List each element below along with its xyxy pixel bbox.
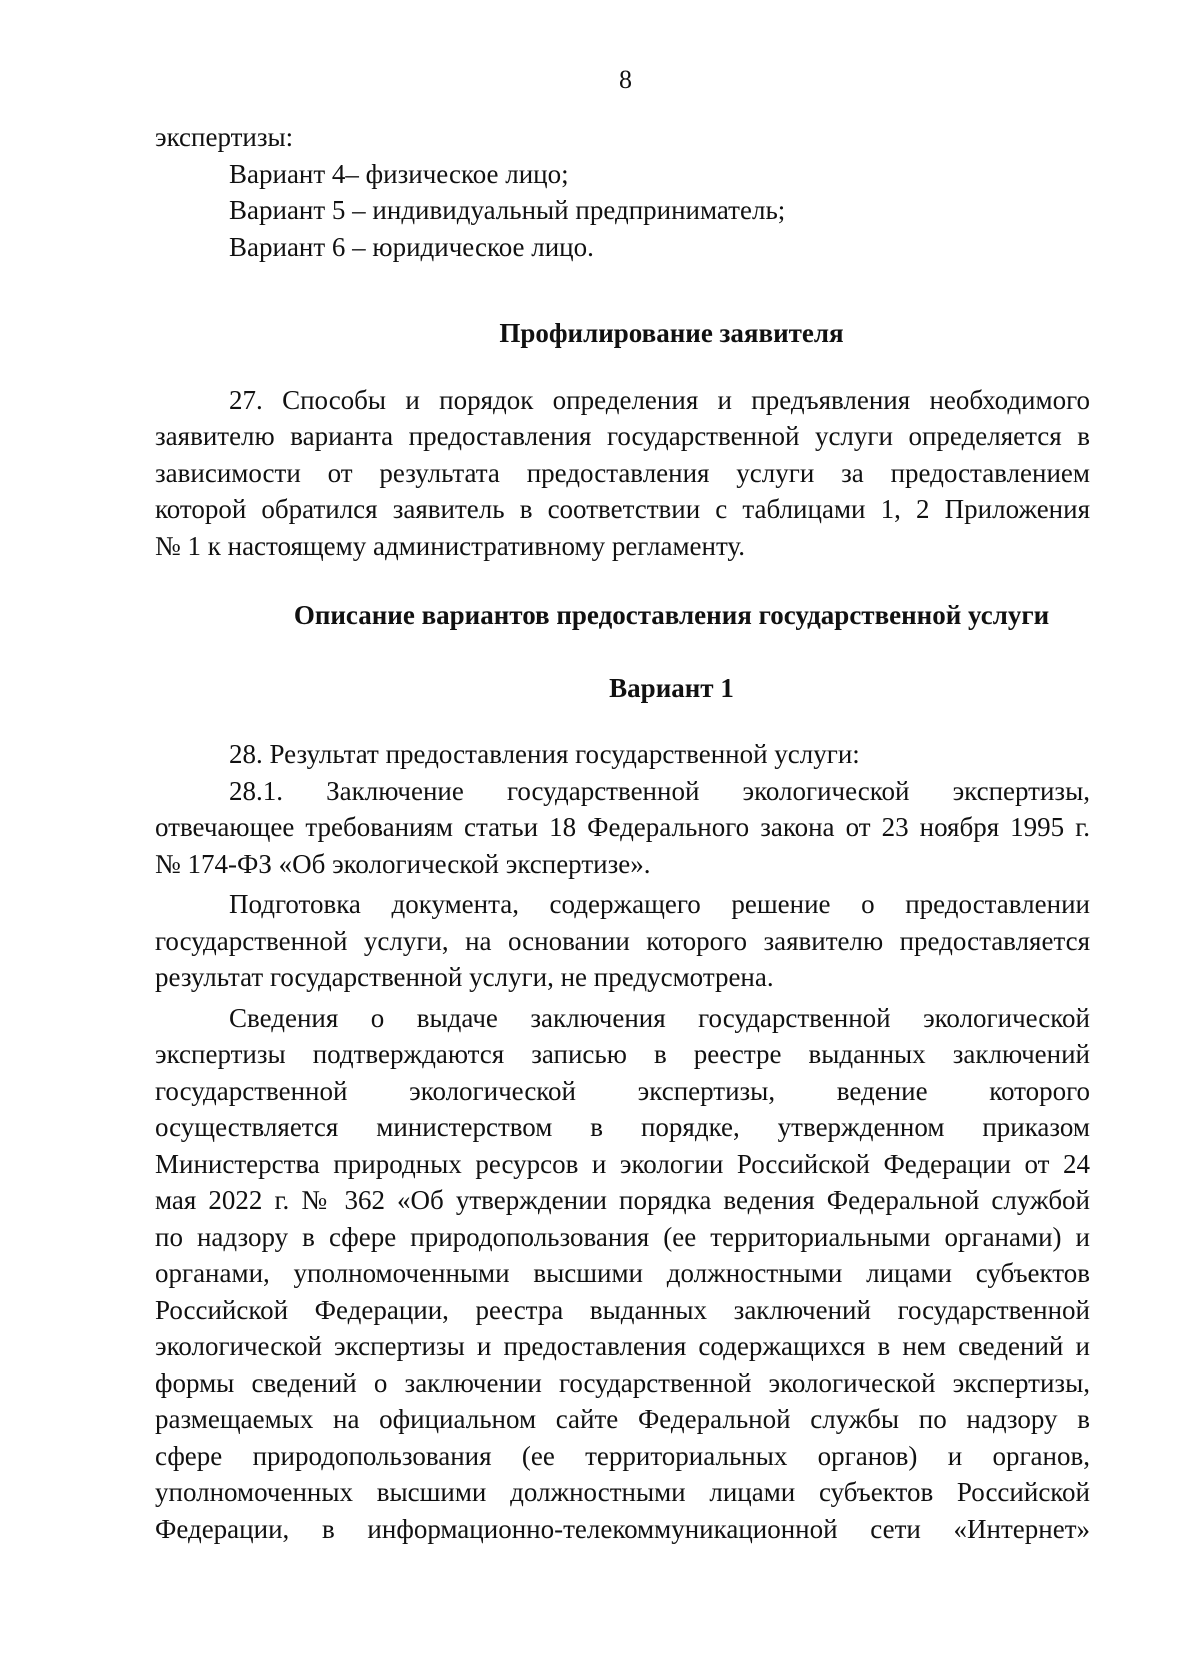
heading-description xyxy=(155,597,1090,634)
heading-variant-1 xyxy=(155,670,1090,707)
intro-word: экспертизы: xyxy=(155,122,294,152)
paragraph-27 xyxy=(155,382,1090,565)
paragraph-info-line-12: размещаемых на официальном сайте Федеральной службы по надзору в xyxy=(155,1404,1090,1434)
heading-profiling-text: Профилирование заявителя xyxy=(499,318,844,348)
paragraph-preparation-line-3: результат государственной услуги, не предусмотрена. xyxy=(155,962,774,992)
paragraph-info-line-3: государственной экологической экспертизы, ведение которого xyxy=(155,1075,1090,1106)
paragraph-info-line-10: экологической экспертизы и предоставления содержащихся в нем сведений и xyxy=(155,1331,1090,1361)
paragraph-27-line-5: № 1 к настоящему административному регламенту. xyxy=(155,530,745,561)
paragraph-28-1-line-2: отвечающее требованиям статьи 18 Федерального закона от 23 ноября 1995 г. xyxy=(155,812,1090,842)
paragraph-info-line-5: Министерства природных ресурсов и экологии Российской Федерации от 24 xyxy=(155,1148,1090,1179)
paragraph-info-line-13: сфере природопользования (ее территориальных органов) и органов, xyxy=(155,1440,1090,1471)
paragraph-info-line-15: Федерации, в информационно-телекоммуникационной сети «Интернет» xyxy=(155,1513,1090,1544)
paragraph-28-1-line-3: № 174-ФЗ «Об экологической экспертизе». xyxy=(155,848,651,879)
heading-description-text: Описание вариантов предоставления государственной услуги xyxy=(293,600,1050,630)
paragraph-27-line-1: 27. Способы и порядок определения и предъявления необходимого xyxy=(229,384,1090,415)
paragraph-28-1-line-1: 28.1. Заключение государственной экологической экспертизы, xyxy=(229,775,1090,806)
variant-6-line: Вариант 6 – юридическое лицо. xyxy=(229,231,594,262)
variant-4-line: Вариант 4– физическое лицо; xyxy=(229,158,569,189)
paragraph-info-line-8: органами, уполномоченными высшими должностными лицами субъектов xyxy=(155,1258,1090,1288)
paragraph-preparation-line-1: Подготовка документа, содержащего решение о предоставлении xyxy=(229,889,1090,919)
paragraph-info-line-2: экспертизы подтверждаются записью в реестре выданных заключений xyxy=(155,1039,1090,1069)
paragraph-28: 28. Результат предоставления государственной услуги: xyxy=(229,739,860,769)
paragraph-28-1 xyxy=(155,773,1090,883)
heading-profiling xyxy=(155,315,1090,352)
paragraph-info-line-1: Сведения о выдаче заключения государственной экологической xyxy=(229,1002,1090,1033)
paragraph-27-line-3: зависимости от результата предоставления услуги за предоставлением xyxy=(155,457,1090,488)
page-number: 8 xyxy=(619,65,632,94)
paragraph-info xyxy=(155,1000,1090,1548)
paragraph-27-line-2: заявителю варианта предоставления государственной услуги определяется в xyxy=(155,421,1090,451)
paragraph-preparation-line-2: государственной услуги, на основании которого заявителю предоставляется xyxy=(155,925,1090,956)
variant-5-line: Вариант 5 – индивидуальный предприниматель; xyxy=(229,195,786,225)
paragraph-preparation xyxy=(155,886,1090,996)
paragraph-info-line-9: Российской Федерации, реестра выданных заключений государственной xyxy=(155,1294,1090,1325)
paragraph-info-line-11: формы сведений о заключении государственной экологической экспертизы, xyxy=(155,1367,1090,1398)
paragraph-27-line-4: которой обратился заявитель в соответствии с таблицами 1, 2 Приложения xyxy=(155,494,1090,524)
paragraph-info-line-14: уполномоченных высшими должностными лицами субъектов Российской xyxy=(155,1477,1090,1507)
heading-variant-1-text: Вариант 1 xyxy=(609,672,734,703)
paragraph-info-line-4: осуществляется министерством в порядке, утвержденном приказом xyxy=(155,1112,1090,1142)
paragraph-info-line-7: по надзору в сфере природопользования (ее территориальными органами) и xyxy=(155,1221,1090,1252)
document-body xyxy=(155,119,1090,1547)
paragraph-info-line-6: мая 2022 г. № 362 «Об утверждении порядка ведения Федеральной службой xyxy=(155,1185,1090,1215)
